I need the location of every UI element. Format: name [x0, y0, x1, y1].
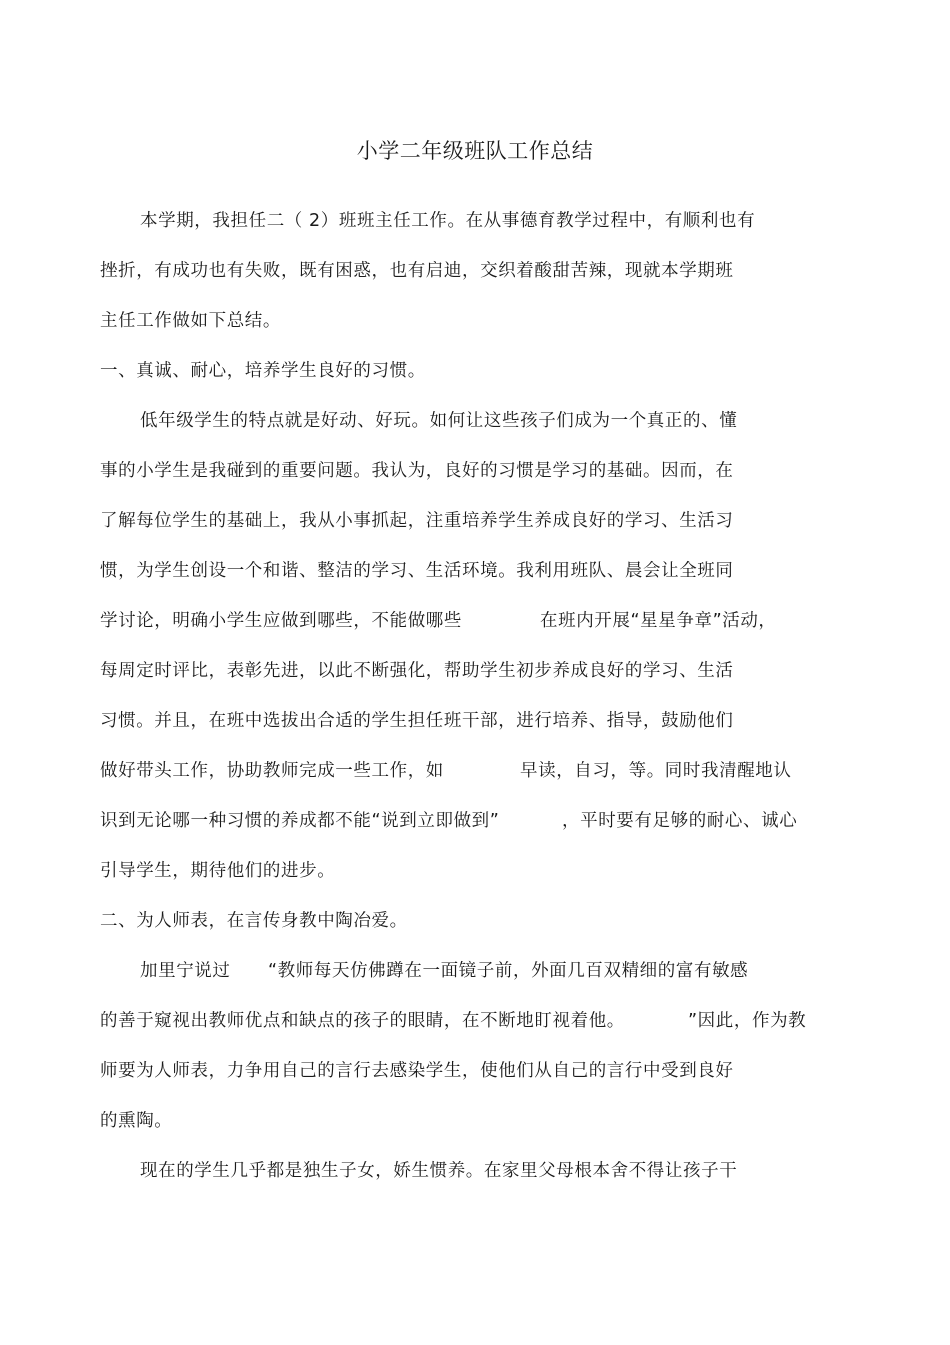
- paragraph-line: 了解每位学生的基础上，我从小事抓起，注重培养学生养成良好的学习、生活习: [100, 511, 734, 531]
- paragraph-line: 现在的学生几乎都是独生子女，娇生惯养。在家里父母根本舍不得让孩子干: [140, 1161, 738, 1181]
- paragraph-line-continued: ”因此，作为教: [688, 1011, 807, 1031]
- paragraph-line: 加里宁说过: [140, 961, 231, 981]
- paragraph-line: 惯，为学生创设一个和谐、整洁的学习、生活环境。我利用班队、晨会让全班同: [100, 561, 734, 581]
- paragraph-line-continued: “教师每天仿佛蹲在一面镜子前，外面几百双精细的富有敏感: [268, 961, 749, 981]
- paragraph-line-continued: ，平时要有足够的耐心、诚心: [562, 811, 798, 831]
- paragraph-line: 挫折，有成功也有失败，既有困惑，也有启迪，交织着酸甜苦辣，现就本学期班: [100, 261, 734, 281]
- paragraph-line: 每周定时评比，表彰先进，以此不断强化，帮助学生初步养成良好的学习、生活: [100, 661, 734, 681]
- section-heading: 二、为人师表，在言传身教中陶冶爱。: [100, 911, 408, 931]
- document-title: 小学二年级班队工作总结: [356, 139, 594, 163]
- paragraph-line: 识到无论哪一种习惯的养成都不能“说到立即做到”: [100, 811, 500, 831]
- paragraph-line-continued: 早读，自习，等。同时我清醒地认: [520, 761, 792, 781]
- paragraph-line: 低年级学生的特点就是好动、好玩。如何让这些孩子们成为一个真正的、懂: [140, 411, 738, 431]
- paragraph-line: 引导学生，期待他们的进步。: [100, 861, 336, 881]
- paragraph-line: 本学期，我担任二（ 2）班班主任工作。在从事德育教学过程中，有顺利也有: [140, 211, 756, 231]
- paragraph-line: 师要为人师表，力争用自己的言行去感染学生，使他们从自己的言行中受到良好: [100, 1061, 734, 1081]
- paragraph-line: 习惯。并且，在班中选拔出合适的学生担任班干部，进行培养、指导，鼓励他们: [100, 711, 734, 731]
- paragraph-line: 做好带头工作，协助教师完成一些工作，如: [100, 761, 444, 781]
- paragraph-line: 的熏陶。: [100, 1111, 173, 1131]
- paragraph-line-continued: 在班内开展“星星争章”活动，: [540, 611, 777, 631]
- paragraph-line: 的善于窥视出教师优点和缺点的孩子的眼睛，在不断地盯视着他。: [100, 1011, 625, 1031]
- paragraph-line: 事的小学生是我碰到的重要问题。我认为，良好的习惯是学习的基础。因而，在: [100, 461, 734, 481]
- section-heading: 一、真诚、耐心，培养学生良好的习惯。: [100, 361, 426, 381]
- paragraph-line: 主任工作做如下总结。: [100, 311, 281, 331]
- paragraph-line: 学讨论，明确小学生应做到哪些，不能做哪些: [100, 611, 462, 631]
